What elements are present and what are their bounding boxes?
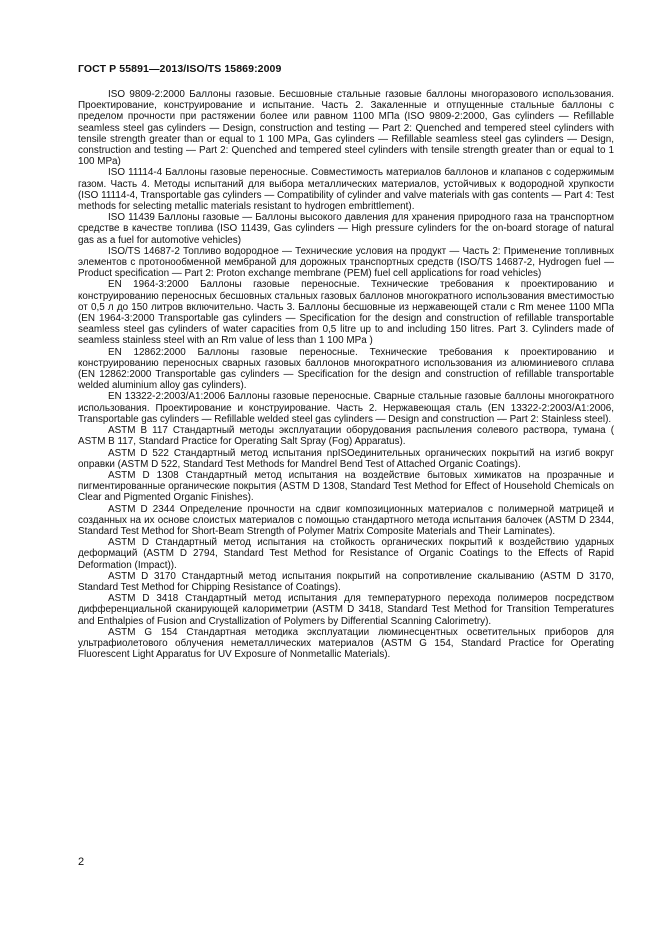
- paragraph-astm-g-154: ASTM G 154 Стандартная методика эксплуатации люминесцентных осветительных приборов для ультрафиолетового облучения неметаллических материалов (ASTM G 154, Standard Practice for Operating Fluorescent Light Apparatus for UV Exposure of Nonmetallic Materials).: [78, 626, 614, 661]
- page-number: 2: [78, 856, 85, 868]
- document-header: ГОСТ Р 55891—2013/ISO/TS 15869:2009: [78, 63, 282, 75]
- paragraph-iso-ts-14687-2: ISO/TS 14687-2 Топливо водородное — Технические условия на продукт — Часть 2: Применение топливных элементов с протонообменной мембраной для дорожных транспортных средств (ISO/TS 14687-2, Hydrogen fuel — Product specification — Part 2: Proton exchange membrane (PEM) fuel cell applications for road vehicles): [78, 245, 614, 280]
- paragraph-en-12862: EN 12862:2000 Баллоны газовые переносные. Технические требования к проектированию и конструированию переносных сварных газовых баллонов многократного использования из алюминиевого сплава (EN 12862:2000 Transportable gas cylinders — Specification for the design and construction of refillable transportable welded aluminium alloy gas cylinders).: [78, 346, 614, 392]
- paragraph-en-13322-2: EN 13322-2:2003/A1:2006 Баллоны газовые переносные. Сварные стальные газовые баллоны многократного использования. Проектирование и конструирование. Часть 2. Нержавеющая сталь (EN 13322-2:2003/A1:2006, Transportable gas cylinders — Refillable welded steel gas cylinders — Design and construction — Part 2: Stainless steel).: [78, 391, 614, 425]
- paragraph-astm-d-3170: ASTM D 3170 Стандартный метод испытания покрытий на сопротивление скалыванию (ASTM D 3170, Standard Test Method for Chipping Resistance of Coatings).: [78, 570, 614, 593]
- paragraph-iso-9809-2: ISO 9809-2:2000 Баллоны газовые. Бесшовные стальные газовые баллоны многоразового использования. Проектирование, конструирование и испытание. Часть 2. Закаленные и отпущенные стальные баллоны с пределом прочности при растяжении более или равном 1100 МПа (ISO 9809-2:2000, Gas cylinders — Refillable seamless steel gas cylinders — Design, construction and testing — Part 2: Quenched and tempered steel cylinders with tensile strength greater than or equal to 1 100 MPa, Gas cylinders — Refillable seamless steel gas cylinders — Design, construction and testing — Part 2: Quenched and tempered steel cylinders with tensile strength greater than or equal to 1 100 MPa): [78, 89, 614, 168]
- paragraph-iso-11114-4: ISO 11114-4 Баллоны газовые переносные. Совместимость материалов баллонов и клапанов с содержимым газом. Часть 4. Методы испытаний для выбора металлических материалов, устойчивых к водородной хрупкости (ISO 11114-4, Transportable gas cylinders — Compatibility of cylinder and valve materials with gas contents — Part 4: Test methods for selecting metallic materials resistant to hydrogen embrittlement).: [78, 167, 614, 213]
- paragraph-astm-b-117: ASTM B 117 Стандартный методы эксплуатации оборудования распыления солевого раствора, тумана ( ASTM B 117, Standard Practice for Operating Salt Spray (Fog) Apparatus).: [78, 425, 614, 448]
- paragraph-astm-d-3418: ASTM D 3418 Стандартный метод испытания для температурного перехода полимеров посредством дифференциальной сканирующей калориметрии (ASTM D 3418, Standard Test Method for Transition Temperatures and Enthalpies of Fusion and Crystallization of Polymers by Differential Scanning Calorimetry).: [78, 593, 614, 627]
- paragraph-astm-d-2344: ASTM D 2344 Определение прочности на сдвиг композиционных материалов с полимерной матрицей и созданных на их основе слоистых материалов с помощью стандартного метода испытания балочек (ASTM D 2344, Standard Test Method for Short-Beam Strength of Polymer Matrix Composite Materials and Their Laminates).: [78, 503, 614, 537]
- paragraph-iso-11439: ISO 11439 Баллоны газовые — Баллоны высокого давления для хранения природного газа на транспортном средстве в качестве топлива (ISO 11439, Gas cylinders — High pressure cylinders for the on-board storage of natural gas as a fuel for automotive vehicles): [78, 212, 614, 246]
- document-body: [78, 89, 614, 660]
- paragraph-astm-d-522: ASTM D 522 Стандартный метод испытания npISOединительных органических покрытий на изгиб вокруг оправки (ASTM D 522, Standard Test Methods for Mandrel Bend Test of Attached Organic Coatings).: [78, 447, 614, 470]
- paragraph-en-1964-3: EN 1964-3:2000 Баллоны газовые переносные. Технические требования к проектированию и конструированию переносных бесшовных стальных газовых баллонов многократного использования вместимостью от 0,5 л до 150 литров включительно. Часть 3. Баллоны бесшовные из нержавеющей стали с Rm менее 1100 МПа (EN 1964-3:2000 Transportable gas cylinders — Specification for the design and construction of refillable transportable seamless steel gas cylinders of water capacities from 0,5 litre up to and including 150 litres. Part 3. Cylinders made of seamless stainless steel with an Rm value of less than 1 100 MPa ): [78, 279, 614, 347]
- paragraph-astm-d-1308: ASTM D 1308 Стандартный метод испытания на воздействие бытовых химикатов на прозрачные и пигментированные органические покрытия (ASTM D 1308, Standard Test Method for Effect of Household Chemicals on Clear and Pigmented Organic Finishes).: [78, 469, 614, 504]
- paragraph-astm-d-2794: ASTM D Стандартный метод испытания на стойкость органических покрытий к воздействию ударных деформаций (ASTM D 2794, Standard Test Method for Resistance of Organic Coatings to the Effects of Rapid Deformation (Impact)).: [78, 537, 614, 571]
